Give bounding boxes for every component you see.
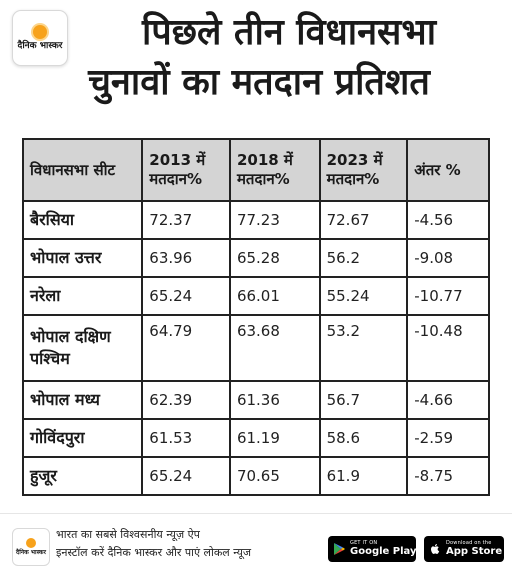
google-play-small-text: GET IT ON <box>350 540 378 546</box>
header-diff: अंतर % <box>407 139 489 201</box>
turnout-2013: 64.79 <box>142 315 230 381</box>
turnout-diff: -10.77 <box>407 277 489 315</box>
turnout-2018: 63.68 <box>230 315 320 381</box>
turnout-2013: 72.37 <box>142 201 230 239</box>
turnout-2023: 56.7 <box>320 381 408 419</box>
turnout-2023: 58.6 <box>320 419 408 457</box>
turnout-2023: 55.24 <box>320 277 408 315</box>
turnout-2013: 63.96 <box>142 239 230 277</box>
promo-line-1: भारत का सबसे विश्वसनीय न्यूज़ ऐप <box>56 528 200 541</box>
turnout-diff: -8.75 <box>407 457 489 495</box>
seat-name: हुजूर <box>23 457 142 495</box>
turnout-2013: 61.53 <box>142 419 230 457</box>
google-play-button[interactable] <box>328 536 416 562</box>
turnout-2013: 62.39 <box>142 381 230 419</box>
turnout-diff: -4.56 <box>407 201 489 239</box>
app-store-small-text: Download on the <box>446 540 492 546</box>
turnout-2018: 61.19 <box>230 419 320 457</box>
title-line-2: चुनावों का मतदान प्रतिशत <box>88 62 430 103</box>
app-store-button[interactable] <box>424 536 504 562</box>
sun-icon <box>26 538 36 548</box>
table-row <box>23 201 489 239</box>
seat-name: भोपाल मध्य <box>23 381 142 419</box>
turnout-diff: -4.66 <box>407 381 489 419</box>
turnout-table <box>22 138 490 496</box>
seat-name: बैरसिया <box>23 201 142 239</box>
turnout-2018: 66.01 <box>230 277 320 315</box>
table-row <box>23 277 489 315</box>
turnout-2023: 61.9 <box>320 457 408 495</box>
table-header-row <box>23 139 489 201</box>
turnout-2018: 65.28 <box>230 239 320 277</box>
footer-logo <box>12 528 50 566</box>
seat-name: गोविंदपुरा <box>23 419 142 457</box>
turnout-2013: 65.24 <box>142 277 230 315</box>
google-play-label: Google Play <box>350 546 417 557</box>
seat-name: भोपाल उत्तर <box>23 239 142 277</box>
turnout-diff: -2.59 <box>407 419 489 457</box>
google-play-icon <box>332 542 346 556</box>
turnout-2023: 53.2 <box>320 315 408 381</box>
seat-name: नरेला <box>23 277 142 315</box>
page-title <box>74 8 504 108</box>
turnout-table-container <box>22 138 490 496</box>
app-store-label: App Store <box>446 546 503 557</box>
turnout-2018: 70.65 <box>230 457 320 495</box>
turnout-diff: -9.08 <box>407 239 489 277</box>
promo-text <box>56 526 251 562</box>
turnout-2013: 65.24 <box>142 457 230 495</box>
table-row <box>23 457 489 495</box>
title-line-1: पिछले तीन विधानसभा <box>141 12 437 53</box>
header-2013: 2013 में मतदान% <box>142 139 230 201</box>
turnout-2018: 77.23 <box>230 201 320 239</box>
sun-icon <box>33 25 47 39</box>
app-promo-footer <box>0 513 512 578</box>
footer-logo-text: दैनिक भास्कर <box>16 549 46 556</box>
table-row <box>23 419 489 457</box>
turnout-2023: 56.2 <box>320 239 408 277</box>
turnout-2023: 72.67 <box>320 201 408 239</box>
header-2018: 2018 में मतदान% <box>230 139 320 201</box>
table-row <box>23 239 489 277</box>
header-seat: विधानसभा सीट <box>23 139 142 201</box>
turnout-diff: -10.48 <box>407 315 489 381</box>
table-row <box>23 315 489 381</box>
logo-text: दैनिक भास्कर <box>17 41 63 51</box>
apple-icon <box>428 542 442 556</box>
header-2023: 2023 में मतदान% <box>320 139 408 201</box>
seat-name: भोपाल दक्षिण पश्चिम <box>23 315 142 381</box>
table-row <box>23 381 489 419</box>
promo-line-2: इनस्टॉल करें दैनिक भास्कर और पाएं लोकल न्यूज <box>56 546 252 559</box>
turnout-2018: 61.36 <box>230 381 320 419</box>
